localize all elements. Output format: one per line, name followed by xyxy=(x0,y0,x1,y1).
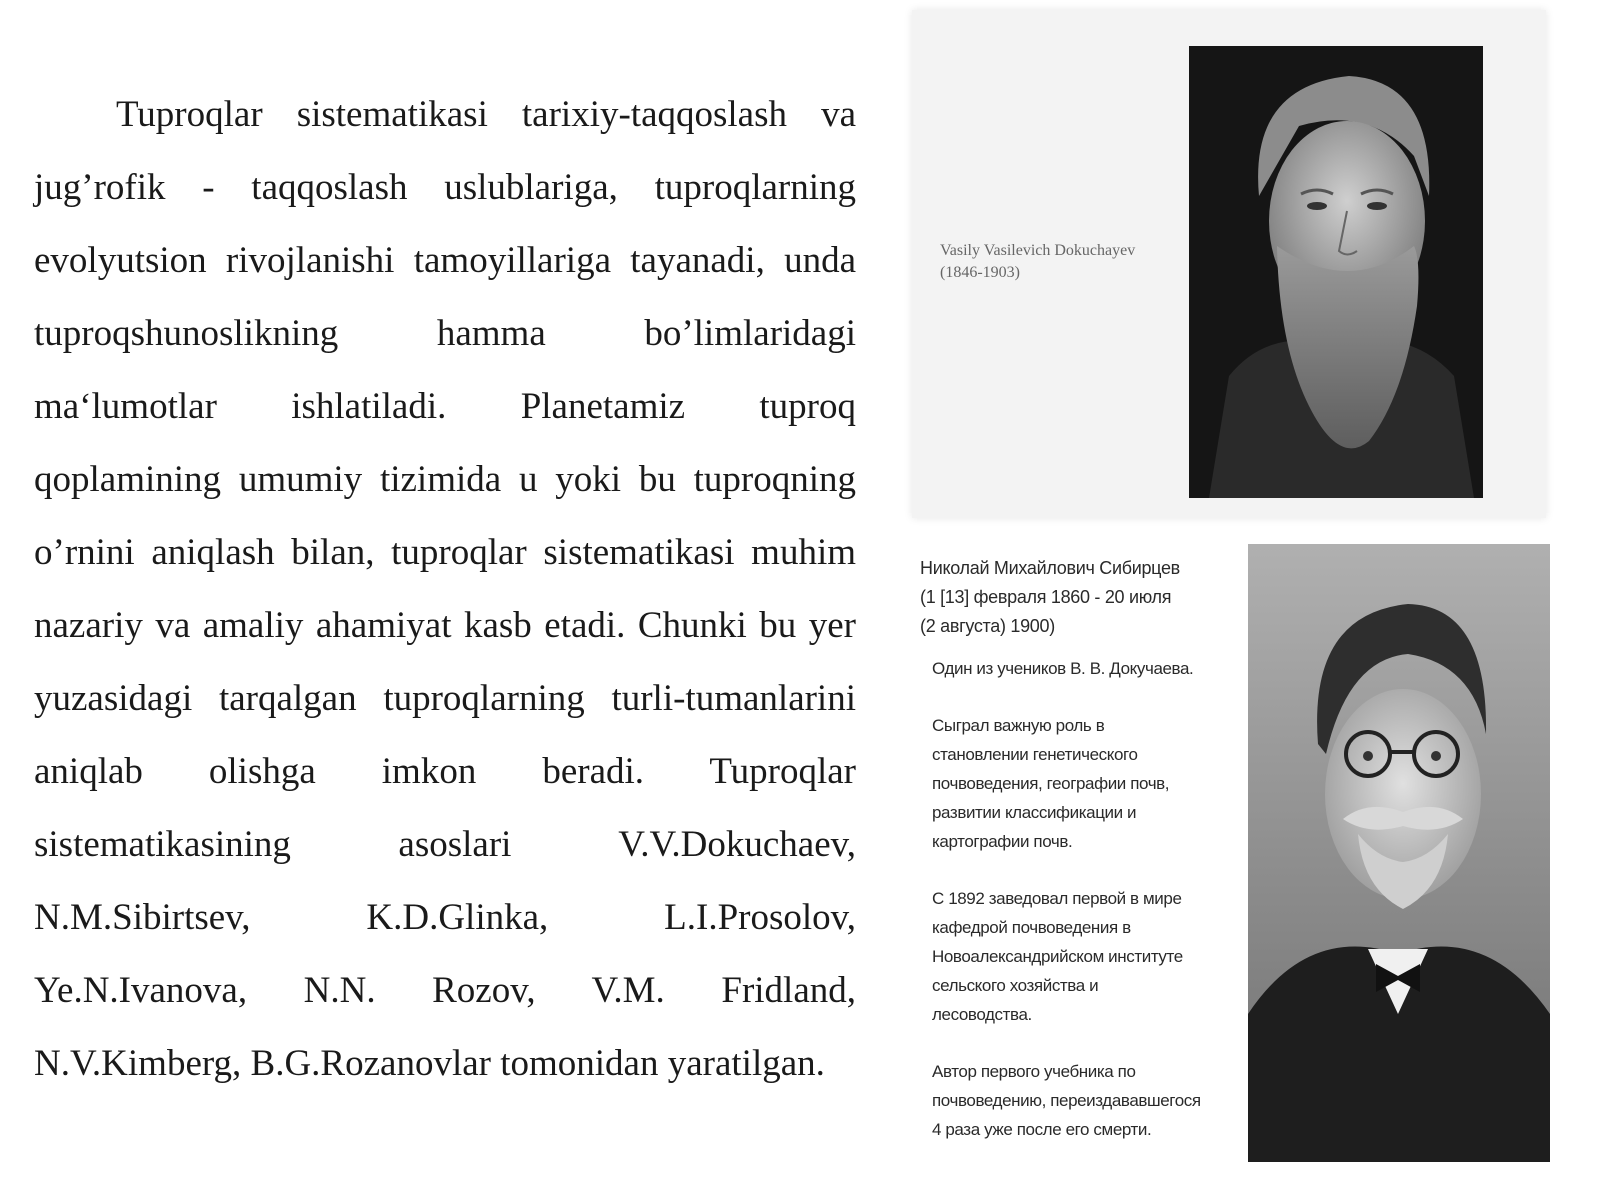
bio-line: Один из учеников В. В. Докучаева. xyxy=(932,659,1194,678)
bio-paragraph-1 xyxy=(932,654,1228,683)
sibirtsev-photo-card xyxy=(912,544,1552,1164)
main-paragraph: Tuproqlar sistematikasi tarixiy-taqqoslash va jug’rofik - taqqoslash uslublariga, tuproqlarning evolyutsion rivojlanishi tamoyillariga tayanadi, unda tuproqshunoslikning hamma bo’limlaridagi ma‘lumotlar ishlatiladi. Planetamiz tuproq qoplamining umumiy tizimida u yoki bu tuproqning o’rnini aniqlash bilan, tuproqlar sistematikasi muhim nazariy va amaliy ahamiyat kasb etadi. Chunki bu yer yuzasidagi tarqalgan tuproqlarning turli-tumanlarini aniqlab olishga imkon beradi. Tuproqlar sistematikasining asoslari V.V.Dokuchaev, N.M.Sibirtsev, K.D.Glinka, L.I.Prosolov, Ye.N.Ivanova, N.N. Rozov, V.M. Fridland, N.V.Kimberg, B.G.Rozanovlar tomonidan yaratilgan. xyxy=(34,94,856,1084)
bio-line: картографии почв. xyxy=(932,832,1073,851)
bio-line: почвоведению, переиздававшегося xyxy=(932,1091,1201,1110)
dokuchaev-caption xyxy=(940,240,1180,284)
sibirtsev-name-block xyxy=(920,554,1240,641)
dokuchaev-portrait xyxy=(1189,46,1483,498)
dokuchaev-name: Vasily Vasilevich Dokuchayev xyxy=(940,242,1136,259)
bio-line: кафедрой почвоведения в xyxy=(932,918,1131,937)
bio-line: Новоалександрийском институте xyxy=(932,947,1183,966)
bio-line: становлении генетического xyxy=(932,745,1138,764)
sibirtsev-portrait xyxy=(1248,544,1550,1162)
dokuchaev-years: (1846-1903) xyxy=(940,264,1020,281)
sibirtsev-dates-line-1: (1 [13] февраля 1860 - 20 июля xyxy=(920,587,1172,607)
sibirtsev-name: Николай Михайлович Сибирцев xyxy=(920,558,1180,578)
bio-line: Сыграл важную роль в xyxy=(932,716,1105,735)
bio-line: 4 раза уже после его смерти. xyxy=(932,1120,1152,1139)
bio-line: сельского хозяйства и xyxy=(932,976,1099,995)
bio-line: развитии классификации и xyxy=(932,803,1137,822)
dokuchaev-photo-card xyxy=(912,10,1546,518)
sibirtsev-bio xyxy=(932,654,1228,1172)
bio-line: С 1892 заведовал первой в мире xyxy=(932,889,1182,908)
bio-line: лесоводства. xyxy=(932,1005,1032,1024)
bio-line: Автор первого учебника по xyxy=(932,1062,1136,1081)
bio-line: почвоведения, географии почв, xyxy=(932,774,1170,793)
sibirtsev-dates-line-2: (2 августа) 1900) xyxy=(920,616,1055,636)
